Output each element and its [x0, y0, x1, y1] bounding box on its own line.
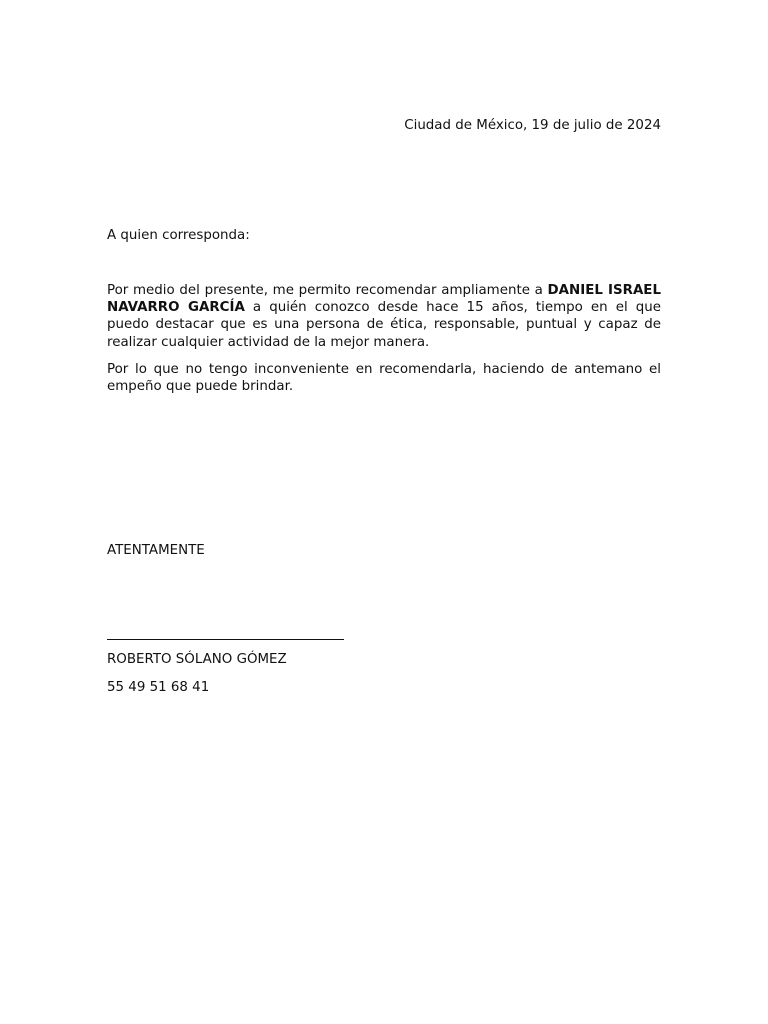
closing-paragraph: Por lo que no tengo inconveniente en recomendarla, haciendo de antemano el empeño que puede brindar. [107, 362, 661, 395]
closing-salutation: ATENTAMENTE [107, 543, 205, 558]
signer-phone: 55 49 51 68 41 [107, 680, 210, 695]
date-line: Ciudad de México, 19 de julio de 2024 [404, 118, 661, 133]
greeting: A quien corresponda: [107, 228, 250, 243]
signature-line [107, 639, 344, 640]
signer-name: ROBERTO SÓLANO GÓMEZ [107, 652, 287, 667]
paragraph-intro: Por medio del presente, me permito recomendar ampliamente a [107, 283, 548, 298]
recommendation-paragraph [107, 282, 661, 351]
recommended-person-name: DANIEL ISRAEL NAVARRO GARCÍA [107, 283, 661, 316]
paragraph-rest: a quién conozco desde hace 15 años, tiempo en el que puedo destacar que es una persona de ética, responsable, puntual y capaz de realizar cualquier actividad de la mejor manera. [107, 300, 662, 350]
